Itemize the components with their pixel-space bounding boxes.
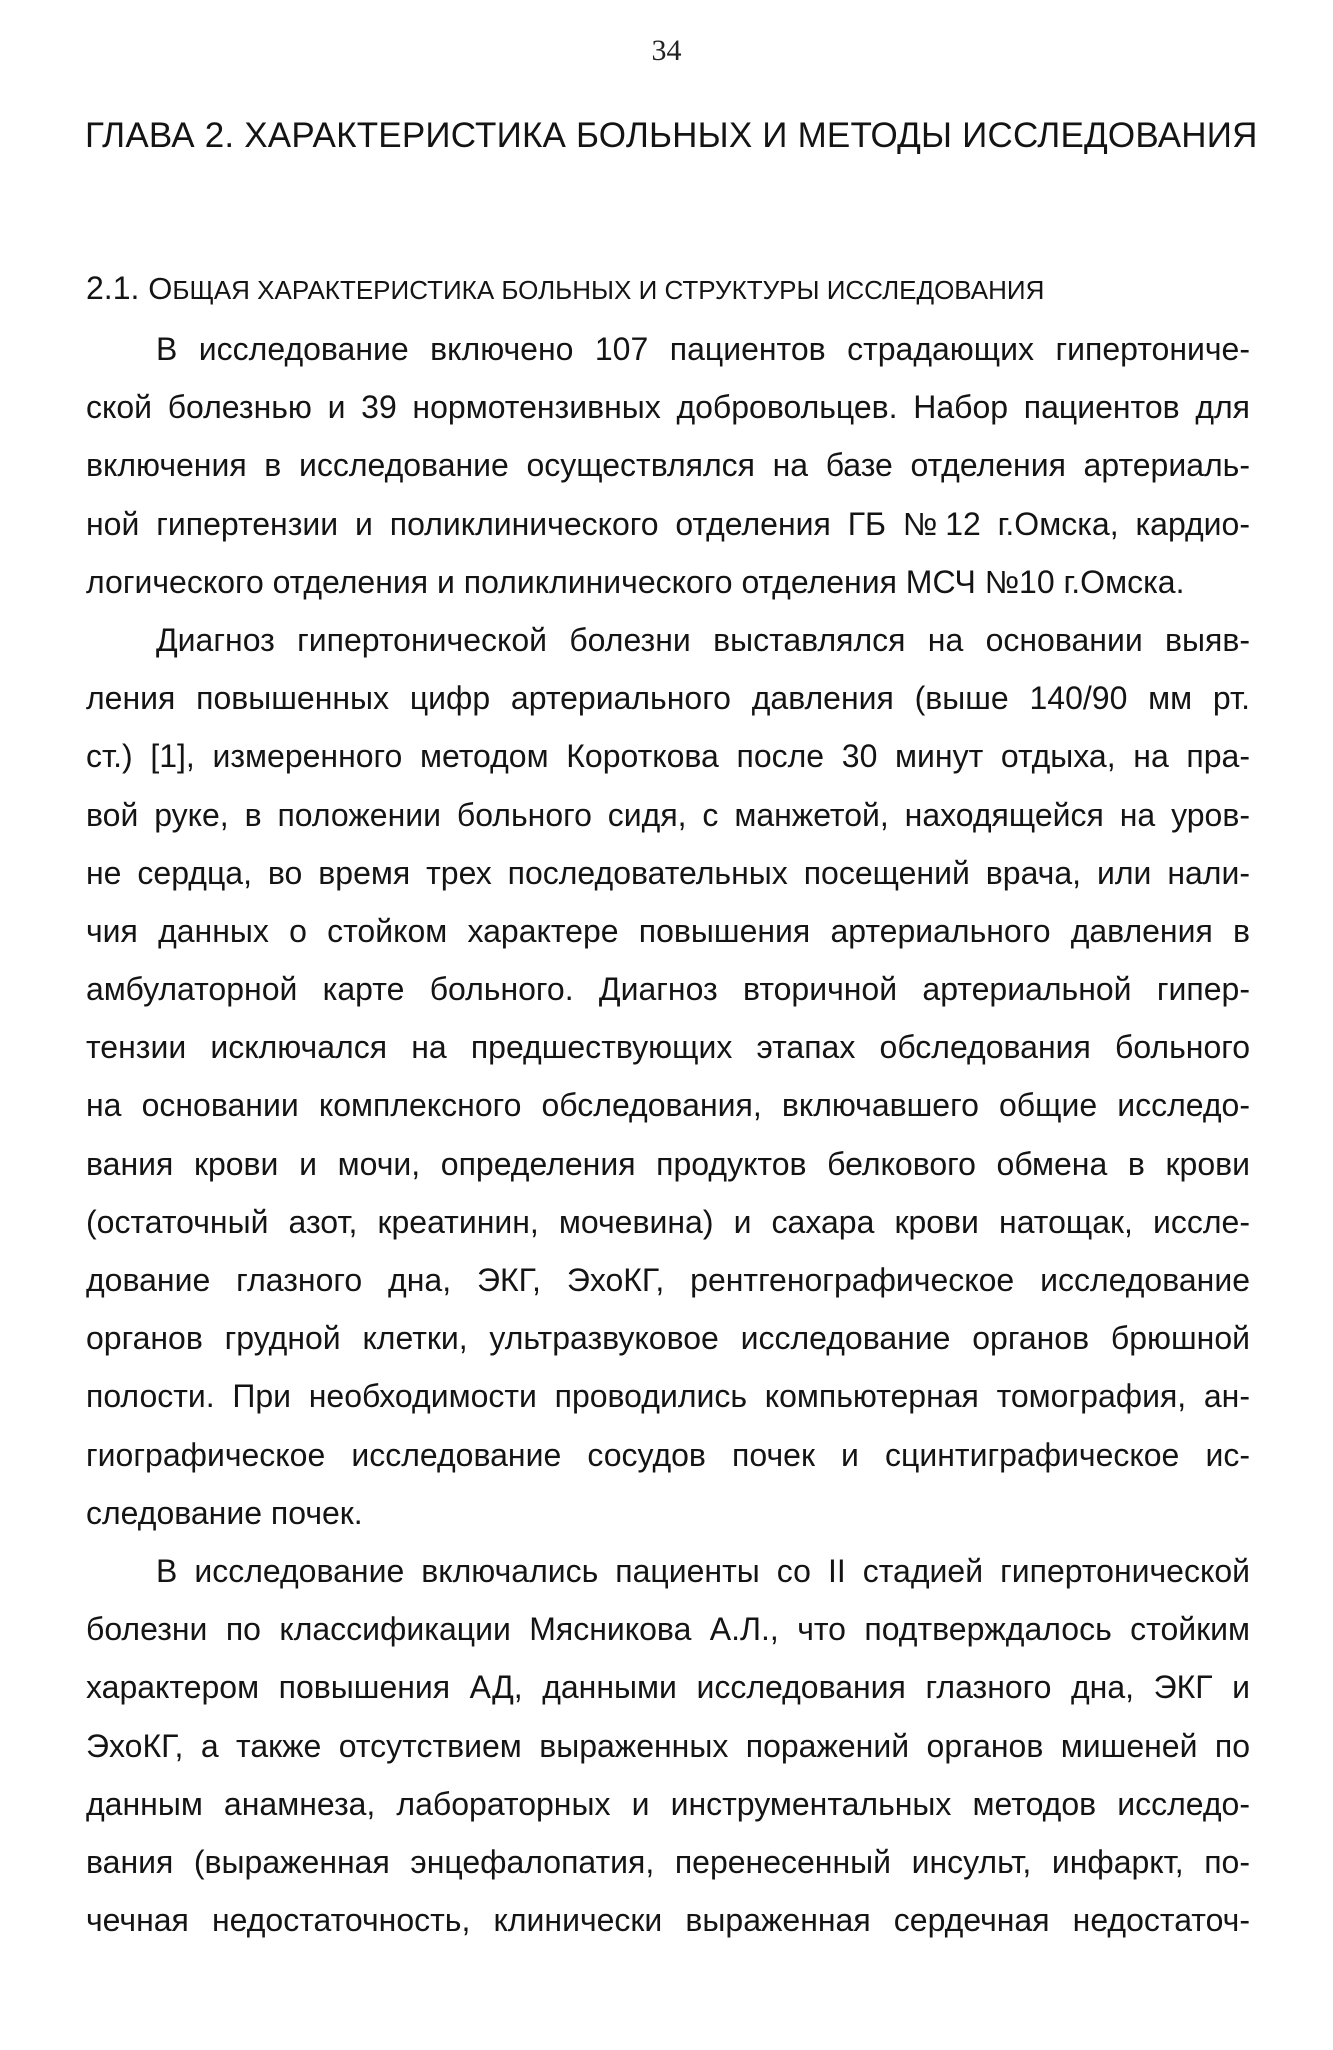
paragraph: [86, 1542, 1250, 1949]
text-line: В исследование включались пациенты со II стадией гипертонической: [156, 1552, 1250, 1589]
text-line: на основании комплексного обследования, включавшего общие исследо-: [86, 1087, 1250, 1124]
text-line: характером повышения АД, данными исследования глазного дна, ЭКГ и: [86, 1669, 1250, 1706]
section-title-rest: БЩАЯ ХАРАКТЕРИСТИКА БОЛЬНЫХ И СТРУКТУРЫ ИССЛЕДОВАНИЯ: [172, 275, 1045, 305]
text-line: гиографическое исследование сосудов почек и сцинтиграфическое ис-: [86, 1436, 1250, 1473]
text-line: амбулаторной карте больного. Диагноз вторичной артериальной гипер-: [86, 971, 1250, 1008]
text-line: данным анамнеза, лабораторных и инструментальных методов исследо-: [86, 1785, 1250, 1822]
text-line: вой руке, в положении больного сидя, с манжетой, находящейся на уров-: [86, 796, 1250, 833]
body-text: [86, 320, 1250, 1949]
page-number: 34: [651, 34, 682, 67]
text-line: ления повышенных цифр артериального давления (выше 140/90 мм рт.: [86, 680, 1250, 717]
text-line: следование почек.: [86, 1494, 363, 1531]
text-line: вания (выраженная энцефалопатия, перенесенный инсульт, инфаркт, по-: [86, 1843, 1250, 1880]
text-line: ной гипертензии и поликлинического отделения ГБ №12 г.Омска, кардио-: [86, 505, 1250, 542]
paragraph: [86, 320, 1250, 611]
text-line: логического отделения и поликлинического отделения МСЧ №10 г.Омска.: [86, 563, 1185, 600]
text-line: вания крови и мочи, определения продуктов белкового обмена в крови: [86, 1145, 1250, 1182]
paragraph: [86, 611, 1250, 1542]
text-line: ст.) [1], измеренного методом Короткова после 30 минут отдыха, на пра-: [86, 738, 1250, 775]
text-line: ЭхоКГ, а также отсутствием выраженных поражений органов мишеней по: [86, 1727, 1250, 1764]
text-line: чечная недостаточность, клинически выраженная сердечная недостаточ-: [86, 1902, 1250, 1939]
text-line: тензии исключался на предшествующих этапах обследования больного: [86, 1029, 1250, 1066]
text-line: органов грудной клетки, ультразвуковое исследование органов брюшной: [86, 1320, 1250, 1357]
text-line: болезни по классификации Мясникова А.Л., что подтверждалось стойким: [86, 1611, 1250, 1648]
text-line: В исследование включено 107 пациентов страдающих гипертониче-: [156, 331, 1250, 367]
section-title: [86, 270, 1044, 307]
text-line: не сердца, во время трех последовательных посещений врача, или нали-: [86, 854, 1250, 891]
chapter-title: ГЛАВА 2. ХАРАКТЕРИСТИКА БОЛЬНЫХ И МЕТОДЫ ИССЛЕДОВАНИЯ: [85, 116, 1258, 155]
text-line: (остаточный азот, креатинин, мочевина) и сахара крови натощак, иссле-: [86, 1203, 1250, 1240]
text-line: чия данных о стойком характере повышения артериального давления в: [86, 912, 1250, 949]
text-line: ской болезнью и 39 нормотензивных добровольцев. Набор пациентов для: [86, 389, 1250, 426]
text-line: Диагноз гипертонической болезни выставлялся на основании выяв-: [156, 621, 1250, 658]
text-line: включения в исследование осуществлялся на базе отделения артериаль-: [86, 447, 1250, 484]
section-title-initial: О: [148, 271, 173, 306]
text-line: полости. При необходимости проводились компьютерная томография, ан-: [86, 1378, 1250, 1415]
text-line: дование глазного дна, ЭКГ, ЭхоКГ, рентгенографическое исследование: [86, 1262, 1250, 1298]
section-number: 2.1.: [86, 270, 140, 306]
